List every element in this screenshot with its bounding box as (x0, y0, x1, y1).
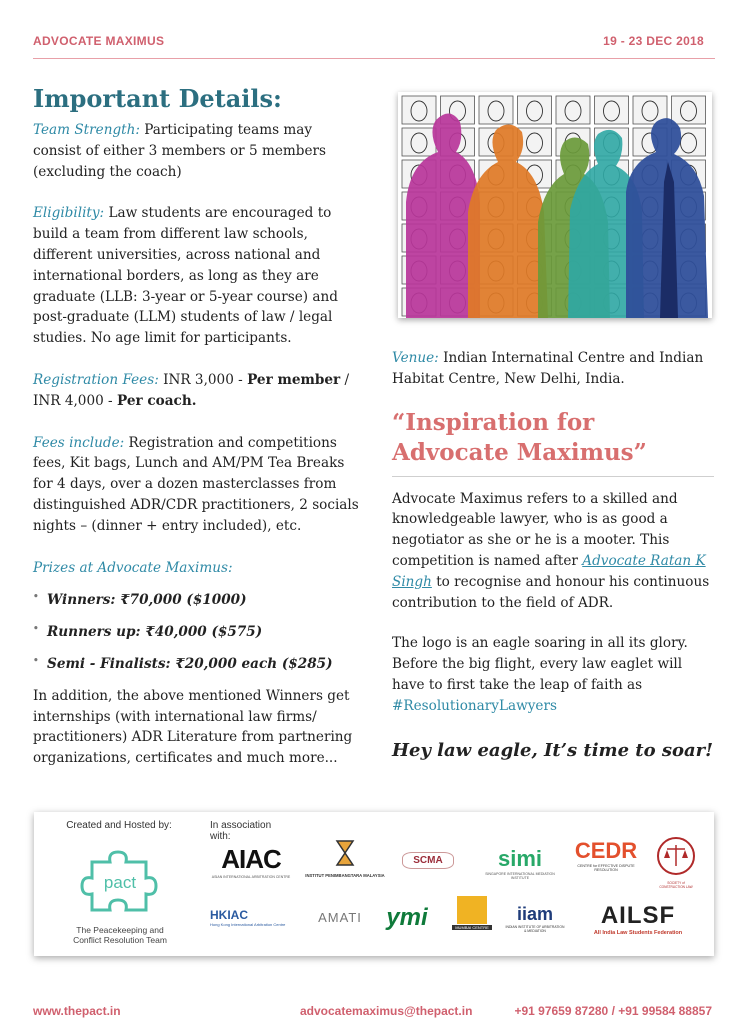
inspiration-paragraph-2 (392, 633, 714, 716)
fees-per-member: Per member (247, 371, 341, 388)
advocate-ratan-k-singh-link[interactable]: Advocate Ratan K Singh (392, 552, 706, 590)
prizes-title: Prizes at Advocate Maximus: (33, 559, 233, 576)
simi-wordmark: simi (497, 846, 543, 871)
amati-logo (312, 910, 368, 925)
cedr-subtitle: CENTRE for EFFECTIVE DISPUTE RESOLUTION (577, 864, 635, 872)
venue-label: Venue: (392, 350, 439, 366)
event-dates: 19 - 23 DEC 2018 (603, 34, 704, 48)
partners-banner (34, 812, 714, 956)
ailsf-wordmark: AILSF (600, 902, 676, 929)
phone-numbers: +91 97659 87280 / +91 99584 88857 (514, 1004, 712, 1018)
mcia-name: MUMBAI CENTRE (452, 925, 492, 930)
eligibility-paragraph (33, 203, 363, 349)
scma-logo (390, 850, 466, 869)
additional-benefits-paragraph: In addition, the above mentioned Winners get internships (with international law firms/ practitioners) ADR Literature from partnering organizations, certificates and much more... (33, 687, 353, 767)
event-name: ADVOCATE MAXIMUS (33, 34, 165, 48)
venue-text: Indian Internatinal Centre and Indian Habitat Centre, New Delhi, India. (392, 350, 704, 387)
sketch-face-tile (518, 96, 552, 124)
prizes-list (33, 590, 363, 674)
sketch-face-tile (595, 96, 629, 124)
simi-subtitle: SINGAPORE INTERNATIONAL MEDIATION INSTITUTE (485, 872, 555, 880)
venue-paragraph (392, 348, 714, 390)
team-strength-paragraph (33, 120, 363, 182)
scl-logo (654, 836, 698, 889)
right-column (392, 348, 714, 761)
cedr-logo (574, 838, 638, 872)
inspiration-text-b: to recognise and honour his continuous contribution to the field of ADR. (392, 573, 710, 611)
sketch-face-tile (402, 128, 436, 156)
inspiration-heading: “Inspiration for Advocate Maximus” (392, 408, 647, 466)
hkiac-subtitle: Hong Kong International Arbitration Centre (210, 922, 286, 927)
simi-logo (484, 846, 556, 880)
fees-include-label: Fees include: (33, 434, 125, 451)
scales-of-justice-icon (656, 836, 696, 876)
prize-runners-up: • Runners up: ₹40,000 ($575) (33, 622, 363, 643)
fees-text-2: / INR 4,000 - (33, 371, 350, 409)
inspiration-text-a: Advocate Maximus refers to a skilled and knowledgeable lawyer, who is as good a negotiator as she or he is a mooter. This competition is named after (392, 490, 678, 569)
in-association-caption: In association with: (210, 820, 272, 842)
sketch-face-tile (672, 96, 706, 124)
ymi-wordmark: ymi (386, 904, 428, 931)
fees-text-1: INR 3,000 - (158, 371, 248, 388)
inspiration-divider (392, 476, 714, 477)
prize-winners: • Winners: ₹70,000 ($1000) (33, 590, 363, 611)
header-divider (33, 58, 715, 59)
lawyers-collage-image (398, 92, 712, 318)
hourglass-icon (330, 838, 360, 868)
eligibility-text: Law students are encouraged to build a team from different law schools, different universities, across national and international borders, as long as they are graduate (LLB: 3-year or 5-year course) and post-graduate (LLM) students of law / legal studies. No age limit for participants. (33, 205, 338, 347)
mcia-logo (452, 896, 492, 930)
ailsf-subtitle: All India Law Students Federation (593, 930, 683, 936)
fees-per-coach: Per coach. (116, 392, 197, 409)
website-link[interactable]: www.thepact.in (33, 1004, 121, 1018)
scma-wordmark: SCMA (402, 852, 453, 869)
aiac-logo (210, 844, 292, 879)
collage-illustration (398, 92, 712, 318)
important-details-heading: Important Details: (33, 84, 282, 113)
registration-fees-paragraph (33, 370, 363, 412)
pact-name: The Peacekeeping and Conflict Resolution Team (73, 925, 167, 945)
created-hosted-caption: Created and Hosted by: (66, 820, 172, 831)
sketch-face-tile (402, 96, 436, 124)
fees-include-text: Registration and competitions fees, Kit bags, Lunch and AM/PM Tea Breaks for 4 days, over a dozen masterclasses from distinguished ADR/CDR practitioners, 2 socials nights – (dinner + entry included), etc. (33, 434, 359, 534)
team-strength-text: Participating teams may consist of either 3 members or 5 members (excluding the coach) (33, 122, 327, 180)
logo-description: The logo is an eagle soaring in all its glory. Before the big flight, every law eaglet will have to first take the leap of faith as (392, 635, 688, 693)
ipm-logo (302, 838, 388, 878)
important-details-section (33, 84, 363, 790)
iiam-subtitle: INDIAN INSTITUTE OF ARBITRATION & MEDIATION (505, 925, 565, 933)
hkiac-logo (210, 908, 300, 927)
prize-semi-finalists: • Semi - Finalists: ₹20,000 each ($285) (33, 654, 363, 675)
sketch-face-tile (479, 96, 513, 124)
aiac-subtitle: ASIAN INTERNATIONAL ARBITRATION CENTRE (211, 875, 291, 879)
iiam-wordmark: iiam (516, 904, 554, 924)
eligibility-label: Eligibility: (33, 205, 105, 222)
ymi-logo (380, 904, 434, 932)
fees-include-paragraph (33, 433, 363, 537)
pact-wordmark: pact (103, 873, 137, 892)
registration-fees-label: Registration Fees: (33, 371, 159, 388)
amati-wordmark: AMATI (318, 910, 362, 925)
sketch-face-tile (556, 96, 590, 124)
ipm-name: INSTITUT PENIMBANGTARA MALAYSIA (305, 873, 385, 878)
ailsf-logo (576, 902, 700, 936)
aiac-wordmark: AIAC (221, 844, 281, 874)
pact-logo (64, 848, 176, 945)
email-link[interactable]: advocatemaximus@thepact.in (300, 1004, 473, 1018)
team-strength-label: Team Strength: (33, 122, 140, 138)
mcia-emblem (457, 896, 487, 924)
cedr-wordmark: CEDR (574, 838, 638, 863)
scl-name: SOCIETY of CONSTRUCTION LAW (659, 881, 693, 889)
slogan: Hey law eagle, It’s time to soar! (392, 739, 714, 761)
hashtag: #ResolutionaryLawyers (392, 697, 557, 714)
iiam-logo (504, 904, 566, 933)
hkiac-wordmark: HKIAC (210, 908, 248, 922)
inspiration-paragraph-1 (392, 489, 714, 614)
